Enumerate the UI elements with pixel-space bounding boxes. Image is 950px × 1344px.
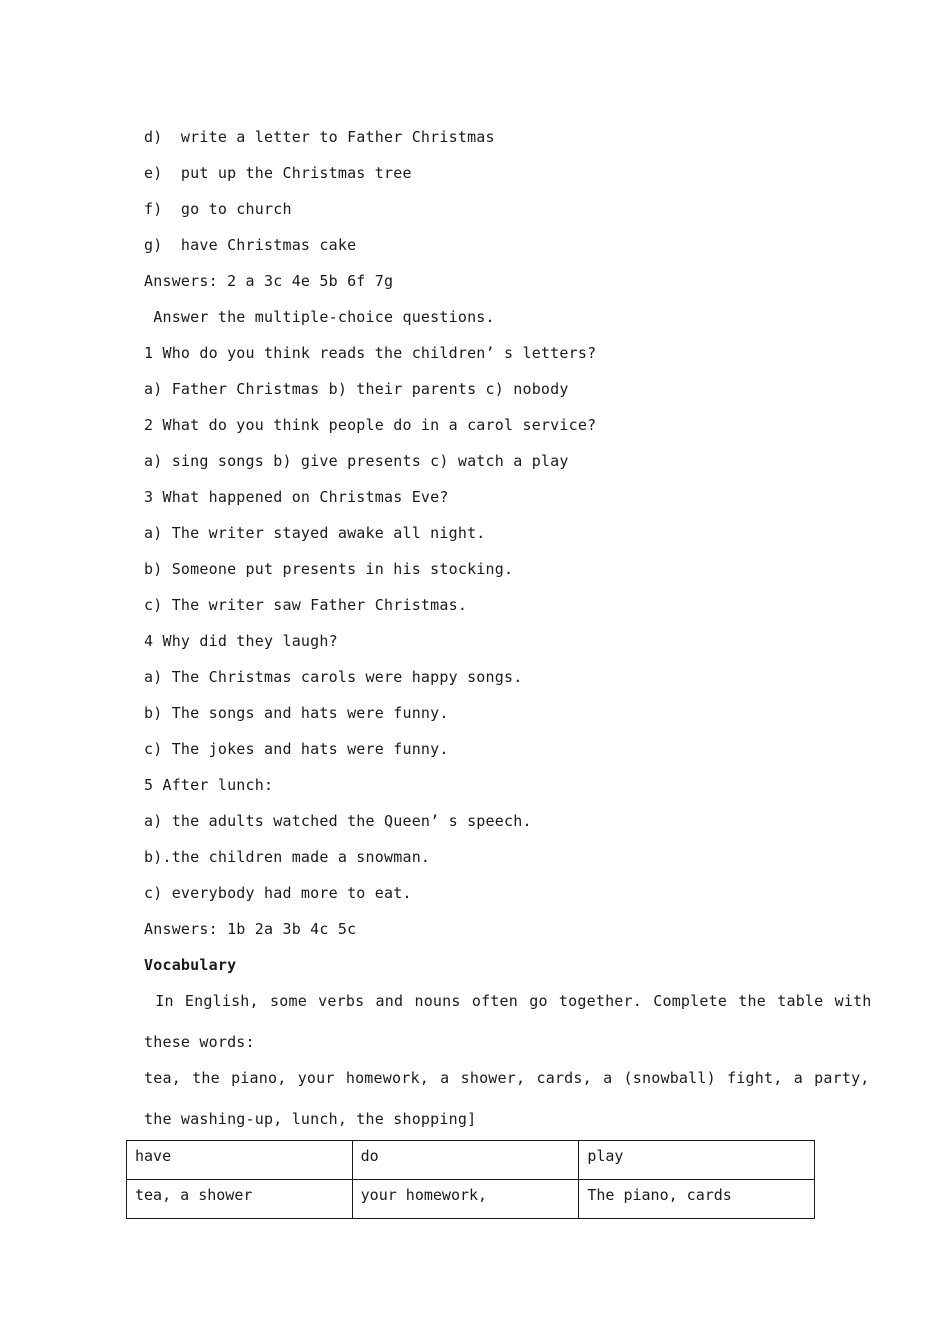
question-2: 2 What do you think people do in a carol service? [144,416,597,434]
list-item-f: f) go to church [144,200,292,218]
question-4-option-c: c) The jokes and hats were funny. [144,740,449,758]
word-bank-line-2: the washing-up, lunch, the shopping] [144,1110,477,1128]
question-4-option-b: b) The songs and hats were funny. [144,704,449,722]
list-item-g: g) have Christmas cake [144,236,357,254]
table-cell-have: tea, a shower [127,1180,353,1219]
question-3-option-c: c) The writer saw Father Christmas. [144,596,468,614]
vocabulary-instruction-line-2: these words: [144,1033,255,1051]
answers-line: Answers: 2 a 3c 4e 5b 6f 7g [144,272,394,290]
question-5-option-a: a) the adults watched the Queen’ s speech. [144,812,532,830]
question-3: 3 What happened on Christmas Eve? [144,488,449,506]
vocabulary-table [126,1140,815,1219]
question-4: 4 Why did they laugh? [144,632,338,650]
table-cell-do: your homework, [352,1180,579,1219]
table-header-row [127,1141,815,1180]
answers-line-2: Answers: 1b 2a 3b 4c 5c [144,920,357,938]
vocabulary-instruction-line-1: In English, some verbs and nouns often go together. Complete the table with [144,992,872,1010]
table-header-do: do [352,1141,579,1180]
word-bank-line-1: tea, the piano, your homework, a shower, cards, a (snowball) fight, a party, [144,1069,870,1087]
question-2-options: a) sing songs b) give presents c) watch a play [144,452,569,470]
list-item-e: e) put up the Christmas tree [144,164,412,182]
question-3-option-b: b) Someone put presents in his stocking. [144,560,514,578]
question-1: 1 Who do you think reads the children’ s letters? [144,344,597,362]
table-header-play: play [579,1141,815,1180]
question-5-option-c: c) everybody had more to eat. [144,884,412,902]
question-3-option-a: a) The writer stayed awake all night. [144,524,486,542]
table-row [127,1180,815,1219]
list-item-d: d) write a letter to Father Christmas [144,128,495,146]
vocabulary-heading: Vocabulary [144,956,237,974]
question-4-option-a: a) The Christmas carols were happy songs. [144,668,523,686]
table-cell-play: The piano, cards [579,1180,815,1219]
question-1-options: a) Father Christmas b) their parents c) nobody [144,380,569,398]
section-instruction: Answer the multiple-choice questions. [144,308,495,326]
table-header-have: have [127,1141,353,1180]
question-5: 5 After lunch: [144,776,274,794]
question-5-option-b: b).the children made a snowman. [144,848,431,866]
